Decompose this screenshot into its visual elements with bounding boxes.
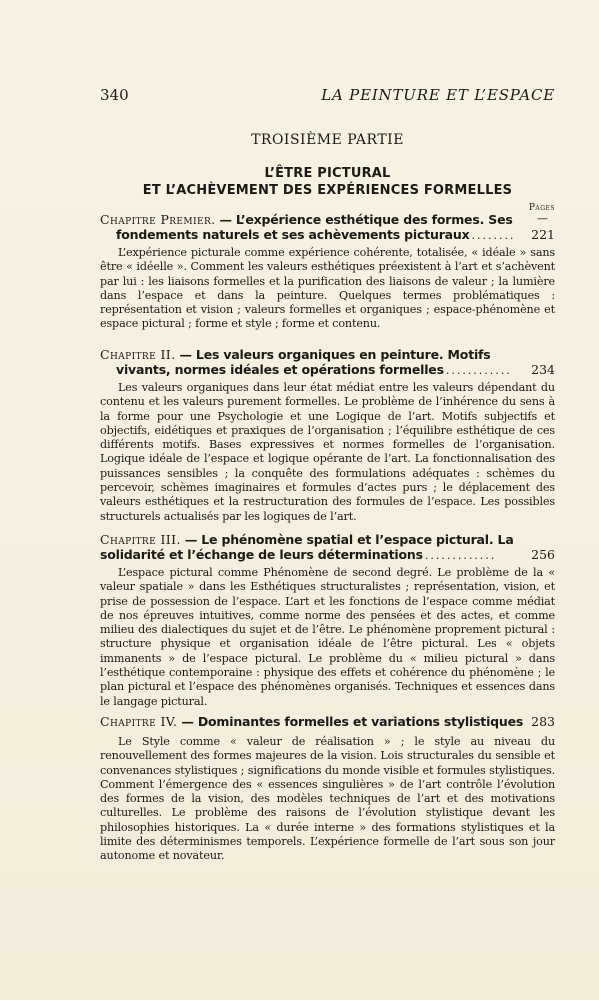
chapter-4-heading	[100, 714, 555, 729]
chapter-2-title-line-2: vivants, normes idéales et opérations formelles	[116, 362, 444, 377]
chapter-2-heading	[100, 347, 555, 378]
pages-column-dash: —	[537, 212, 548, 225]
chapter-3-leader-dots: .............	[424, 549, 497, 562]
running-head	[100, 86, 555, 106]
chapter-1-label: Chapitre Premier.	[100, 212, 216, 227]
chapter-4-title-line-1: — Dominantes formelles et variations stylistiques	[181, 714, 524, 729]
part-subtitle-line-1: L’ÊTRE PICTURAL	[264, 166, 391, 181]
running-title: LA PEINTURE ET L’ESPACE	[321, 86, 555, 104]
chapter-2-summary-text: Les valeurs organiques dans leur état médiat entre les valeurs dépendant du contenu et les valeurs purement formelles. Le problème de l’inhérence du sens à la forme pour une Psychologie et une Logique de l’art. Motifs subjectifs et objectifs, eidétiques et praxiques de l’organisation ; l’équilibre esthétique de ces différents motifs. Bases expressives et normes formelles de l’organisation. Logique idéale de l’espace et logique opérante de l’art. La fonctionnalisation des puissances sensibles ; la conquête des formulations adéquates : schèmes du percevoir, schèmes imaginaires et formules d’actes purs ; le déplacement des valeurs esthétiques et la restructuration des formules de l’espace. Les possibles structurels actualisés par les logiques de l’art.	[100, 381, 555, 523]
chapter-3-title-line-1: — Le phénomène spatial et l’espace pictural. La	[184, 532, 514, 547]
chapter-1-summary	[100, 246, 555, 332]
chapter-1-summary-text: L’expérience picturale comme expérience cohérente, totalisée, « idéale » sans être « idéelle ». Comment les valeurs esthétiques préexistent à l’art et s’achèvent par lui : les liaisons formelles et la purification des liaisons de valeur ; la lumière dans l’espace et dans la peinture. Quelques termes problématiques : représentation et vision ; valeurs formelles et organiques ; espace-phénomène et espace pictural ; forme et style ; forme et contenu.	[100, 246, 555, 331]
chapter-1-page: 221	[531, 227, 555, 242]
chapter-3-summary-text: L’espace pictural comme Phénomène de second degré. Le problème de la « valeur spatiale » dans les Esthétiques structuralistes ; représentation, vision, et prise de possession de l’espace. L’art et les fonctions de l’espace comme médiat de nos épreuves intuitives, comme norme des pensées et des actes, et comme milieu des dialectiques du sujet et de l’être. Le phénomène proprement pictural : structure physique et organisation idéale de l’être pictural. Les « objets immanents » de l’espace pictural. Le problème du « milieu pictural » dans l’esthétique contemporaine : physique des effets et cohérence du phénomène ; le plan pictural et l’espace des phénomènes organisés. Techniques et essences dans le langage pictural.	[100, 566, 555, 708]
chapter-4-label: Chapitre IV.	[100, 714, 178, 729]
chapter-1-title-line-1: — L’expérience esthétique des formes. Ses	[219, 212, 513, 227]
chapter-4-summary-text: Le Style comme « valeur de réalisation » ; le style au niveau du renouvellement des formes majeures de la vision. Lois structurales du sensible et convenances stylistiques ; significations du monde visible et formules stylistiques. Comment l’émergence des « essences singulières » de l’art contrôle l’évolution des formes de la vision, des modèles techniques de l’art et des motivations culturelles. Le problème des raisons de l’évolution stylistique devant les philosophies historiques. La « durée interne » des formations stylistiques et la limite des déterminismes temporels. L’expérience formelle de l’art sous son jour autonome et novateur.	[100, 735, 555, 863]
chapter-2-leader-dots: ............	[445, 364, 512, 377]
chapter-1-title-line-2: fondements naturels et ses achèvements picturaux	[116, 227, 470, 242]
chapter-3-heading	[100, 532, 555, 563]
pages-column-label: Pages	[528, 203, 555, 213]
chapter-3-page: 256	[531, 547, 555, 562]
chapter-1-heading	[100, 212, 555, 243]
part-title: TROISIÈME PARTIE	[251, 132, 404, 148]
chapter-3-label: Chapitre III.	[100, 532, 181, 547]
chapter-4-page: 283	[531, 714, 555, 729]
chapter-3-summary	[100, 566, 555, 709]
chapter-2-title-line-1: — Les valeurs organiques en peinture. Motifs	[179, 347, 491, 362]
part-subtitle	[100, 165, 555, 199]
page-number: 340	[100, 86, 129, 104]
part-subtitle-line-2: ET L’ACHÈVEMENT DES EXPÉRIENCES FORMELLES	[142, 183, 513, 198]
chapter-3-title-line-2: solidarité et l’échange de leurs déterminations	[100, 547, 423, 562]
chapter-1-leader-dots: ........	[471, 229, 516, 242]
chapter-2-label: Chapitre II.	[100, 347, 176, 362]
chapter-4-summary	[100, 735, 555, 864]
chapter-2-summary	[100, 381, 555, 524]
chapter-2-page: 234	[531, 362, 555, 377]
